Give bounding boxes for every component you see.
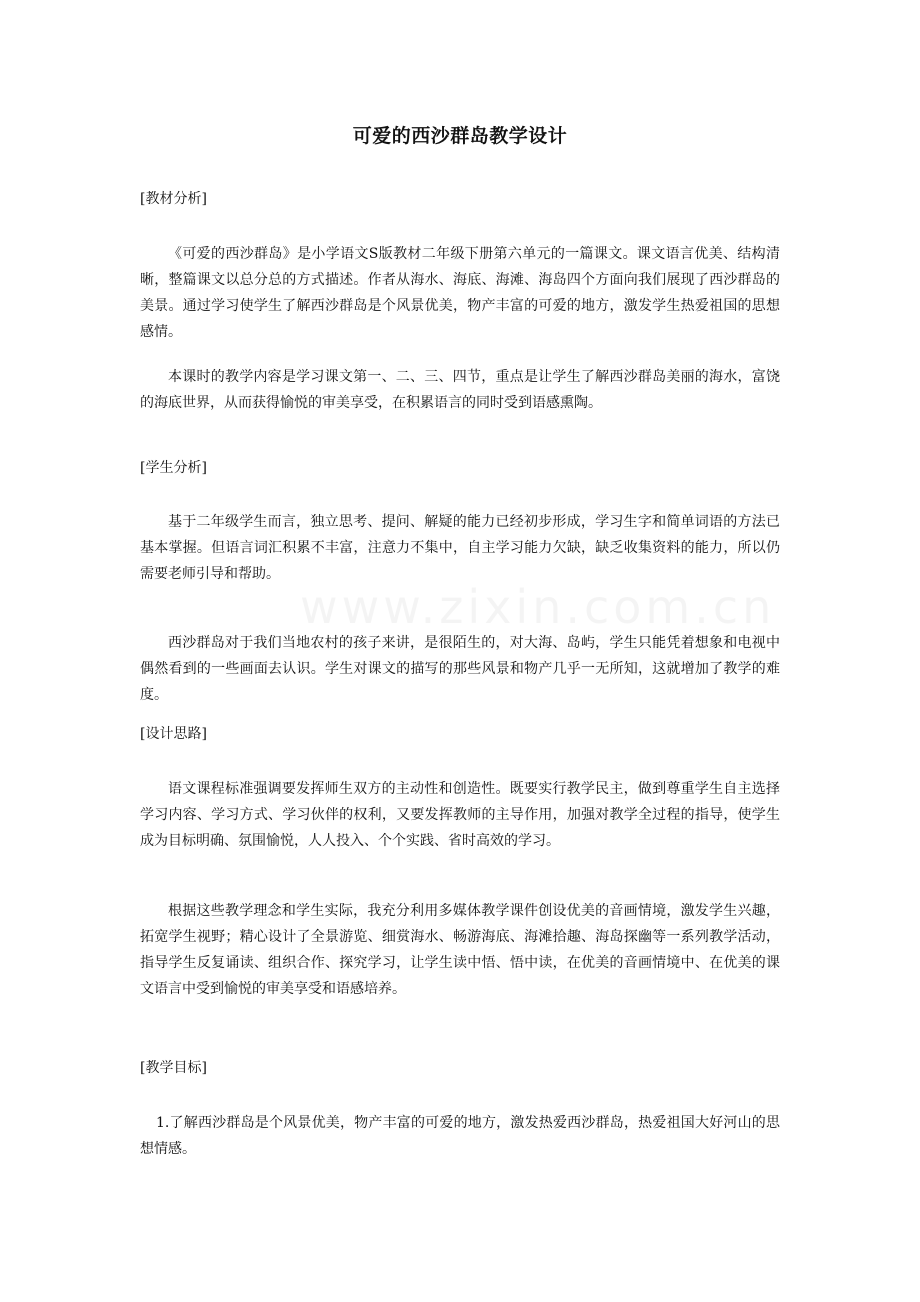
paragraph-student-analysis-1: 基于二年级学生而言，独立思考、提问、解疑的能力已经初步形成，学习生字和简单词语的方法已基本掌握。但语言词汇积累不丰富，注意力不集中，自主学习能力欠缺，缺乏收集资料的能力，所以仍需要老师引导和帮助。 bbox=[140, 514, 780, 582]
watermark bbox=[300, 580, 775, 634]
paragraph-material-analysis-1: 《可爱的西沙群岛》是小学语文S版教材二年级下册第六单元的一篇课文。课文语言优美、结构清晰，整篇课文以总分总的方式描述。作者从海水、海底、海滩、海岛四个方面向我们展现了西沙群岛的美景。通过学习使学生了解西沙群岛是个风景优美，物产丰富的可爱的地方，激发学生热爱祖国的思想感情。 bbox=[140, 246, 780, 340]
paragraph-design-ideas-1: 语文课程标准强调要发挥师生双方的主动性和创造性。既要实行教学民主，做到尊重学生自主选择学习内容、学习方式、学习伙伴的权利，又要发挥教师的主导作用，加强对教学全过程的指导，使学生成为目标明确、氛围愉悦，人人投入、个个实践、省时高效的学习。 bbox=[140, 781, 780, 849]
section-heading-student-analysis: [学生分析] bbox=[140, 460, 207, 476]
paragraph-student-analysis-2: 西沙群岛对于我们当地农村的孩子来讲，是很陌生的，对大海、岛屿，学生只能凭着想象和电视中偶然看到的一些画面去认识。学生对课文的描写的那些风景和物产几乎一无所知，这就增加了教学的难度。 bbox=[140, 635, 780, 703]
page-title: 可爱的西沙群岛教学设计 bbox=[352, 125, 568, 147]
paragraph-material-analysis-2: 本课时的教学内容是学习课文第一、二、三、四节，重点是让学生了解西沙群岛美丽的海水，富饶的海底世界，从而获得愉悦的审美享受，在积累语言的同时受到语感熏陶。 bbox=[140, 369, 780, 411]
section-heading-design-ideas: [设计思路] bbox=[140, 726, 207, 742]
paragraph-design-ideas-2: 根据这些教学理念和学生实际，我充分利用多媒体教学课件创设优美的音画情境，激发学生兴趣，拓宽学生视野；精心设计了全景游览、细赏海水、畅游海底、海滩拾趣、海岛探幽等一系列教学活动，指导学生反复诵读、组织合作、探究学习，让学生读中悟、悟中读，在优美的音画情境中、在优美的课文语言中受到愉悦的审美享受和语感培养。 bbox=[140, 903, 780, 997]
section-heading-teaching-goals: [教学目标] bbox=[140, 1060, 207, 1076]
paragraph-teaching-goals-1: 1.了解西沙群岛是个风景优美，物产丰富的可爱的地方，激发热爱西沙群岛，热爱祖国大好河山的思想情感。 bbox=[140, 1115, 780, 1157]
section-heading-material-analysis: [教材分析] bbox=[140, 191, 207, 207]
